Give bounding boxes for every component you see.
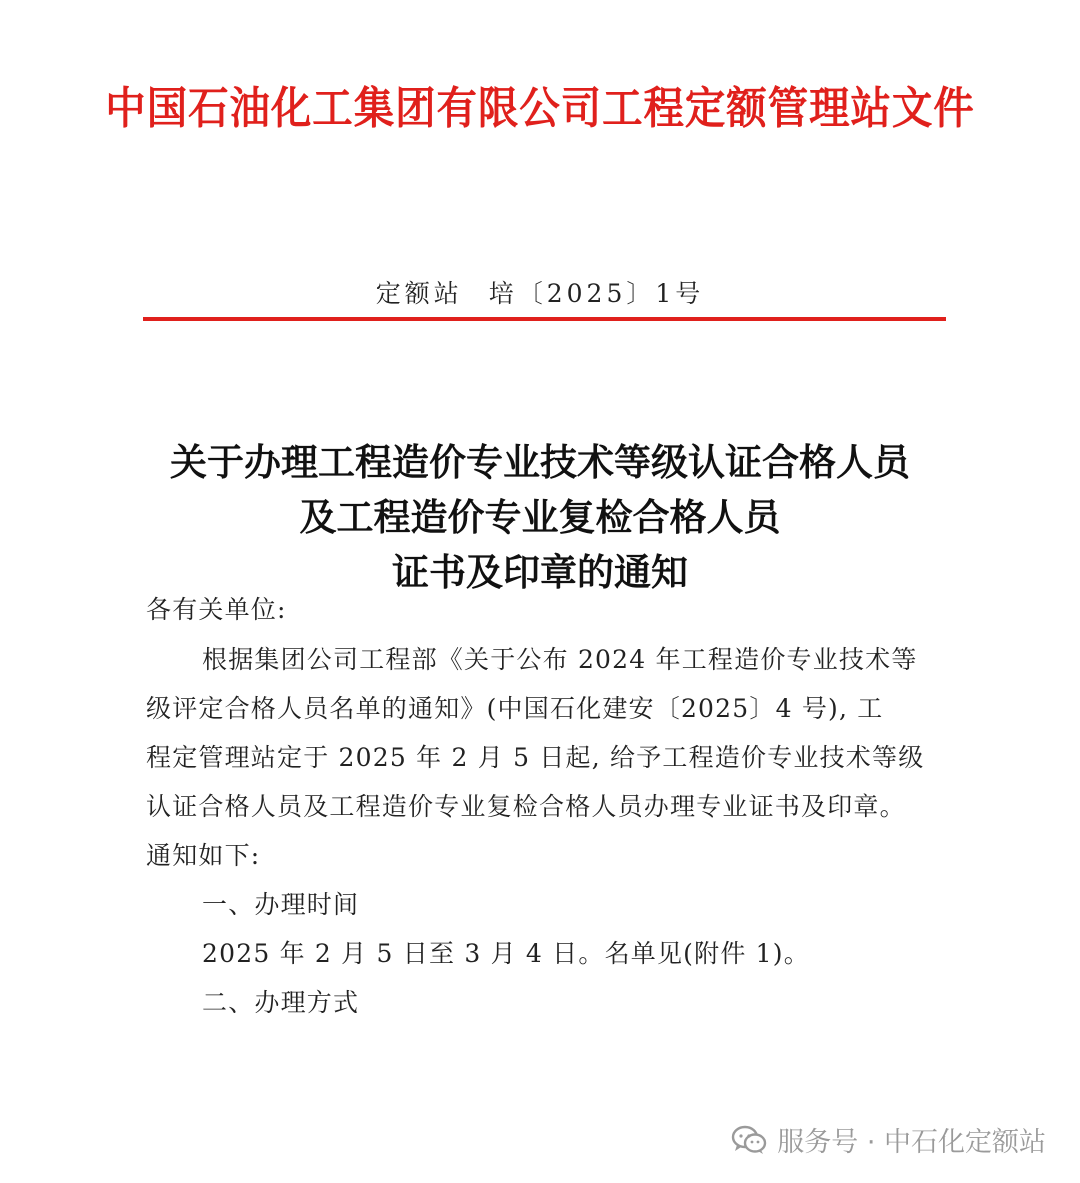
notice-title-line-2: 及工程造价专业复检合格人员 [299, 495, 781, 539]
paragraph-line-5: 通知如下: [146, 841, 261, 870]
section-1-text: 2025 年 2 月 5 日至 3 月 4 日。名单见(附件 1)。 [202, 939, 810, 968]
section-1-heading: 一、办理时间 [202, 890, 360, 919]
salutation: 各有关单位: [146, 595, 287, 624]
notice-title-line-1: 关于办理工程造价专业技术等级认证合格人员 [170, 440, 910, 484]
wechat-watermark [731, 1120, 1046, 1159]
paragraph-line-4: 认证合格人员及工程造价专业复检合格人员办理专业证书及印章。 [146, 792, 906, 821]
paragraph-line-1: 根据集团公司工程部《关于公布 2024 年工程造价专业技术等 [202, 645, 918, 674]
document-prefix: 定额站 [375, 279, 463, 308]
notice-title-line-3: 证书及印章的通知 [392, 550, 688, 594]
watermark-text: 服务号 · 中石化定额站 [777, 1127, 1046, 1158]
document-header-title: 中国石油化工集团有限公司工程定额管理站文件 [105, 83, 975, 134]
section-2-heading: 二、办理方式 [202, 988, 360, 1017]
header-red-divider [143, 317, 946, 321]
document-serial: 培〔2025〕1号 [488, 279, 705, 308]
wechat-icon [731, 1125, 767, 1155]
paragraph-line-3: 程定管理站定于 2025 年 2 月 5 日起, 给予工程造价专业技术等级 [146, 743, 925, 772]
paragraph-line-2: 级评定合格人员名单的通知》(中国石化建安〔2025〕4 号), 工 [146, 694, 884, 723]
document-number [0, 274, 1080, 310]
